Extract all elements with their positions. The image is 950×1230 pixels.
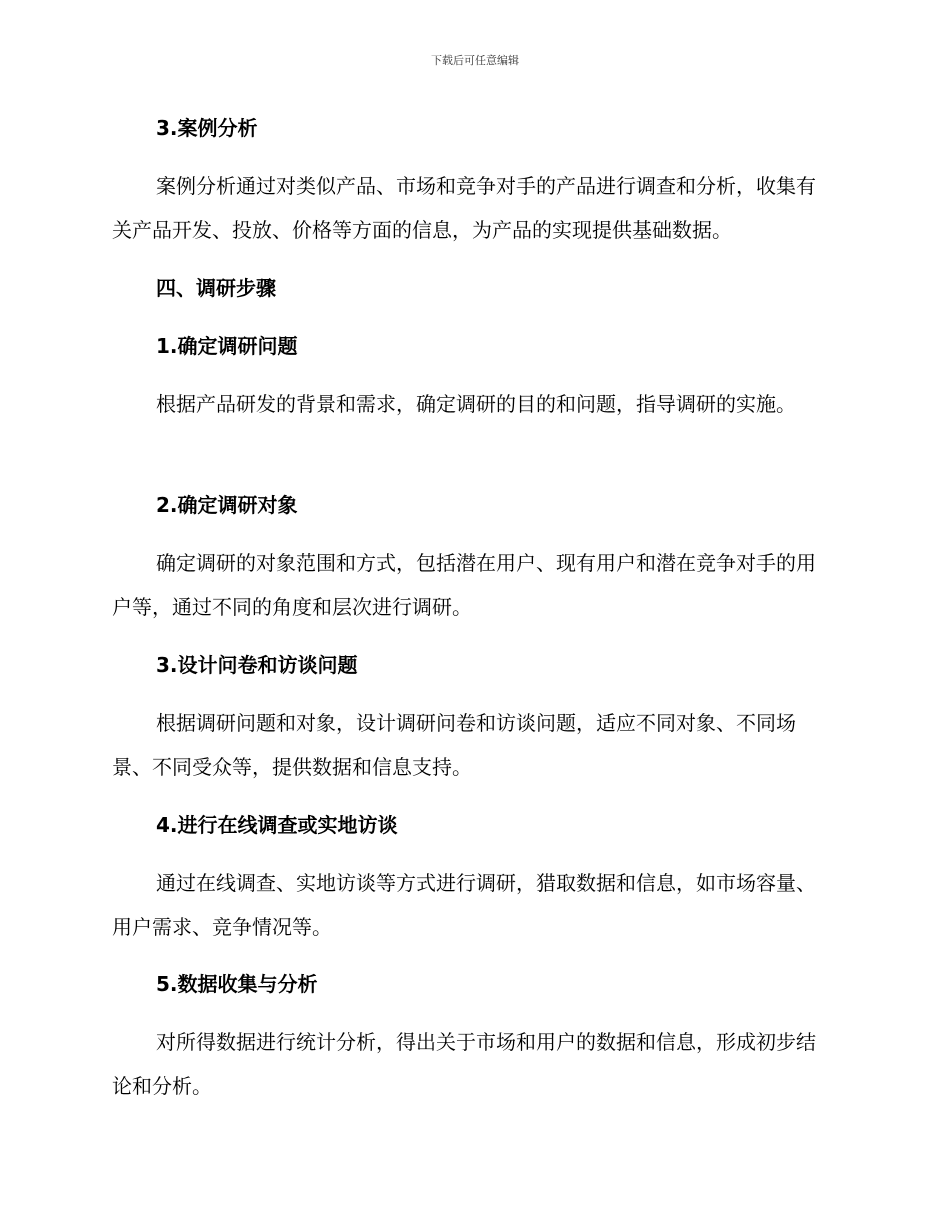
step-heading-2: 2.确定调研对象	[156, 493, 298, 517]
paragraph-step-4: 通过在线调查、实地访谈等方式进行调研，猎取数据和信息，如市场容量、用户需求、竞争情况等。	[112, 871, 816, 939]
page-header: 下载后可任意编辑	[431, 54, 519, 67]
paragraph-case-analysis: 案例分析通过对类似产品、市场和竞争对手的产品进行调查和分析，收集有关产品开发、投放、价格等方面的信息，为产品的实现提供基础数据。	[112, 174, 816, 242]
step-heading-4: 4.进行在线调查或实地访谈	[156, 813, 398, 837]
paragraph-step-3: 根据调研问题和对象，设计调研问卷和访谈问题，适应不同对象、不同场景、不同受众等，提供数据和信息支持。	[112, 711, 796, 779]
step-heading-5: 5.数据收集与分析	[156, 972, 318, 996]
section-heading-research-steps: 四、调研步骤	[156, 276, 276, 300]
step-heading-1: 1.确定调研问题	[156, 334, 298, 358]
paragraph-step-1: 根据产品研发的背景和需求，确定调研的目的和问题，指导调研的实施。	[156, 392, 796, 416]
step-heading-3: 3.设计问卷和访谈问题	[156, 653, 358, 677]
paragraph-step-5: 对所得数据进行统计分析，得出关于市场和用户的数据和信息，形成初步结论和分析。	[112, 1030, 816, 1098]
paragraph-step-2: 确定调研的对象范围和方式，包括潜在用户、现有用户和潜在竞争对手的用户等，通过不同的角度和层次进行调研。	[112, 551, 816, 619]
section-heading-case-analysis: 3.案例分析	[156, 116, 258, 140]
